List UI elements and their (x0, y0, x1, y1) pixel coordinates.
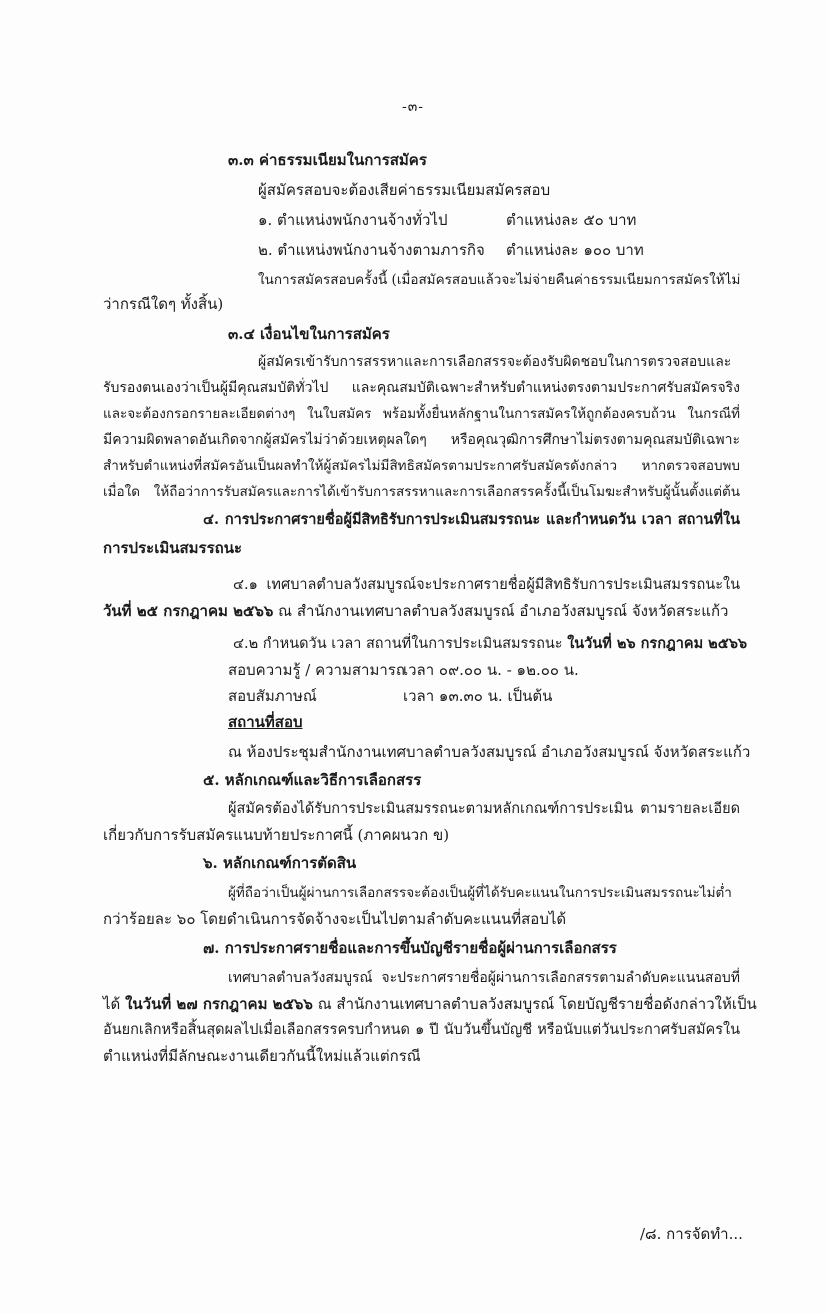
section-7-line3: อันยกเลิกหรือสิ้นสุดผลไปเมื่อเลือกสรรครบกำหนด ๑ ปี นับวันขึ้นบัญชี หรือนับแต่วันประกาศรับสมัครใน (103, 1022, 740, 1038)
exam-interview-label: สอบสัมภาษณ์ (228, 687, 317, 705)
section-7-line1: เทศบาลตำบลวังสมบูรณ์ จะประกาศรายชื่อผู้ผ่านการเลือกสรรตามลำดับคะแนนสอบที่ (228, 970, 740, 986)
section-4-1-line2 (103, 599, 728, 623)
announce-location: ณ สำนักงานเทศบาลตำบลวังสมบูรณ์ อำเภอวังสมบูรณ์ จังหวัดสระแก้ว (273, 602, 729, 620)
section-7-line2 (103, 992, 757, 1016)
exam-knowledge-label: สอบความรู้ / ความสามารถ (228, 661, 405, 679)
fee-intro: ผู้สมัครสอบจะต้องเสียค่าธรรมเนียมสมัครสอบ (258, 181, 551, 199)
section-4-2-line (233, 632, 747, 656)
fee-item-2-amount: ตำแหน่งละ ๑๐๐ บาท (506, 241, 644, 259)
fee-note-line2: ว่ากรณีใดๆ ทั้งสิ้น) (103, 295, 224, 313)
section-3-3-heading: ๓.๓ ค่าธรรมเนียมในการสมัคร (228, 151, 427, 169)
section-6-line1: ผู้ที่ถือว่าเป็นผู้ผ่านการเลือกสรรจะต้องเป็นผู้ที่ได้รับคะแนนในการประเมินสมรรถนะไม่ต่ำ (228, 885, 732, 901)
exam-place-heading: สถานที่สอบ (228, 713, 303, 731)
page-number: -๓- (402, 99, 425, 115)
next-page-continuation: /๘. การจัดทำ... (640, 1225, 743, 1243)
fee-item-2-label: ๒. ตำแหน่งพนักงานจ้างตามภารกิจ (258, 241, 485, 259)
section-5-heading: ๕. หลักเกณฑ์และวิธีการเลือกสรร (203, 771, 422, 789)
section-6-heading: ๖. หลักเกณฑ์การตัดสิน (203, 854, 357, 872)
section-7-heading: ๗. การประกาศรายชื่อและการขึ้นบัญชีรายชื่อผู้ผ่านการเลือกสรร (203, 939, 617, 957)
exam-knowledge-time: เวลา ๐๙.๐๐ น. - ๑๒.๐๐ น. (403, 661, 579, 679)
announce-date: วันที่ ๒๕ กรกฎาคม ๒๕๖๖ (103, 602, 274, 620)
section-4-2-prefix: ๔.๒ กำหนดวัน เวลา สถานที่ในการประเมินสมรรถนะ (233, 636, 568, 652)
exam-interview-time: เวลา ๑๓.๓๐ น. เป็นต้น (403, 687, 553, 705)
section-4-1-line1: ๔.๑ เทศบาลตำบลวังสมบูรณ์จะประกาศรายชื่อผู้มีสิทธิรับการประเมินสมรรถนะใน (233, 577, 740, 593)
exam-place: ณ ห้องประชุมสำนักงานเทศบาลตำบลวังสมบูรณ์ อำเภอวังสมบูรณ์ จังหวัดสระแก้ว (228, 743, 751, 761)
section-5-line1: ผู้สมัครต้องได้รับการประเมินสมรรถนะตามหลักเกณฑ์การประเมิน ตามรายละเอียด (228, 801, 740, 817)
conditions-line-4: มีความผิดพลาดอันเกิดจากผู้สมัครไม่ว่าด้วยเหตุผลใดๆ หรือคุณวุฒิการศึกษาไม่ตรงตามคุณสมบัติเฉพาะ (103, 432, 740, 448)
result-date: ในวันที่ ๒๗ กรกฎาคม ๒๕๖๖ (125, 995, 313, 1013)
section-7-line2-rest: ณ สำนักงานเทศบาลตำบลวังสมบูรณ์ โดยบัญชีรายชื่อดังกล่าวให้เป็น (312, 995, 757, 1013)
conditions-line-2: รับรองตนเองว่าเป็นผู้มีคุณสมบัติทั่วไป และคุณสมบัติเฉพาะสำหรับตำแหน่งตรงตามประกาศรับสมัครจริง (103, 380, 740, 396)
section-4-heading-line1: ๔. การประกาศรายชื่อผู้มีสิทธิรับการประเมินสมรรถนะ และกำหนดวัน เวลา สถานที่ใน (203, 511, 740, 528)
fee-item-1-amount: ตำแหน่งละ ๕๐ บาท (506, 211, 637, 229)
fee-note-line1: ในการสมัครสอบครั้งนี้ (เมื่อสมัครสอบแล้วจะไม่จ่ายคืนค่าธรรมเนียมการสมัครให้ไม่ (258, 272, 740, 288)
section-5-line2: เกี่ยวกับการรับสมัครแนบท้ายประกาศนี้ (ภาคผนวก ข) (103, 826, 450, 844)
section-7-line4: ตำแหน่งที่มีลักษณะงานเดียวกันนี้ใหม่แล้วแต่กรณี (103, 1047, 421, 1065)
conditions-line-3: และจะต้องกรอกรายละเอียดต่างๆ ในใบสมัคร พร้อมทั้งยื่นหลักฐานในการสมัครให้ถูกต้องครบถ้วน ในกรณีที่ (103, 406, 740, 422)
exam-date: ในวันที่ ๒๖ กรกฎาคม ๒๕๖๖ (567, 635, 748, 652)
section-6-line2: กว่าร้อยละ ๖๐ โดยดำเนินการจัดจ้างจะเป็นไปตามลำดับคะแนนที่สอบได้ (103, 910, 567, 928)
conditions-line-1: ผู้สมัครเข้ารับการสรรหาและการเลือกสรรจะต้องรับผิดชอบในการตรวจสอบและ (258, 354, 732, 370)
conditions-line-5: สำหรับตำแหน่งที่สมัครอันเป็นผลทำให้ผู้สมัครไม่มีสิทธิสมัครตามประกาศรับสมัครดังกล่าว หากตรวจสอบพบ (103, 458, 740, 474)
conditions-line-6: เมื่อใด ให้ถือว่าการรับสมัครและการได้เข้ารับการสรรหาและการเลือกสรรครั้งนี้เป็นโมฆะสำหรับผู้นั้นตั้งแต่ต้น (103, 484, 740, 500)
section-3-4-heading: ๓.๔ เงื่อนไขในการสมัคร (228, 325, 390, 343)
fee-item-1-label: ๑. ตำแหน่งพนักงานจ้างทั่วไป (258, 211, 448, 229)
section-4-heading-line2: การประเมินสมรรถนะ (103, 539, 243, 557)
section-7-line2-pre: ได้ (103, 995, 126, 1013)
